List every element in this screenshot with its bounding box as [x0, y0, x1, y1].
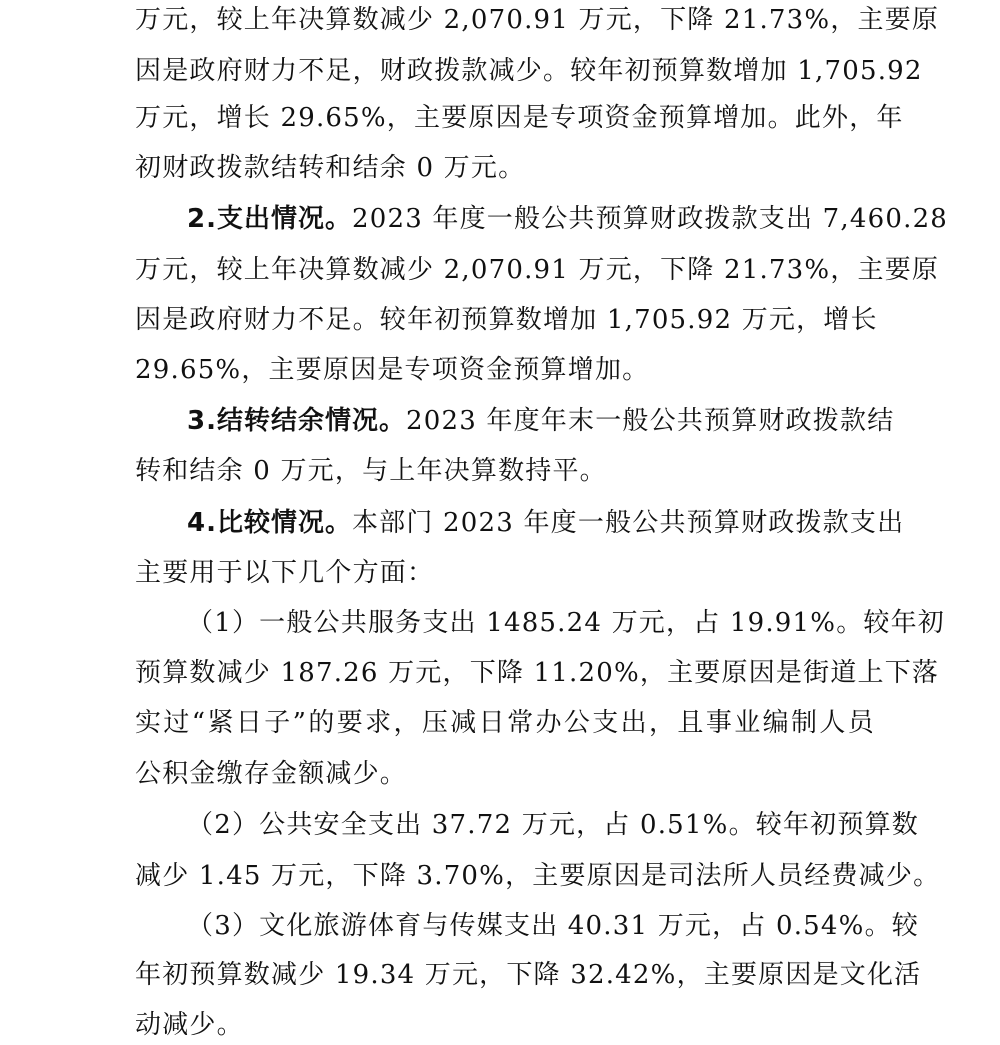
paragraph-line: 29.65%，主要原因是专项资金预算增加。: [135, 355, 650, 385]
list-item-line: （3）文化旅游体育与传媒支出 40.31 万元，占 0.54%。较: [187, 911, 919, 941]
paragraph-line: 万元，较上年决算数减少 2,070.91 万元，下降 21.73%，主要原: [135, 5, 940, 35]
section-text: 2023 年度年末一般公共预算财政拨款结: [405, 406, 895, 436]
section-heading-carryover: 3.结转结余情况。: [187, 406, 406, 436]
paragraph-line: 主要用于以下几个方面：: [135, 558, 435, 588]
paragraph-line: 公积金缴存金额减少。: [135, 759, 408, 789]
list-item-line: （2）公共安全支出 37.72 万元，占 0.51%。较年初预算数: [187, 810, 919, 840]
section-text: 2023 年度一般公共预算财政拨款支出 7,460.28: [351, 204, 949, 234]
paragraph-line: 减少 1.45 万元，下降 3.70%，主要原因是司法所人员经费减少。: [135, 861, 941, 891]
paragraph-line: 实过“紧日子”的要求，压减日常办公支出，且事业编制人员: [135, 708, 875, 738]
section-heading-spending: 2.支出情况。: [187, 204, 352, 234]
paragraph-line: 因是政府财力不足，财政拨款减少。较年初预算数增加 1,705.92: [135, 56, 923, 86]
paragraph-line: 转和结余 0 万元，与上年决算数持平。: [135, 456, 607, 486]
paragraph-line: 因是政府财力不足。较年初预算数增加 1,705.92 万元，增长: [135, 305, 878, 335]
section-line-carryover: [187, 401, 895, 441]
section-line-spending: [187, 199, 949, 239]
paragraph-line: 年初预算数减少 19.34 万元，下降 32.42%，主要原因是文化活: [135, 960, 922, 990]
list-item-line: （1）一般公共服务支出 1485.24 万元，占 19.91%。较年初: [187, 608, 945, 638]
paragraph-line: 动减少。: [135, 1010, 244, 1040]
section-text: 本部门 2023 年度一般公共预算财政拨款支出: [351, 508, 905, 538]
section-heading-comparison: 4.比较情况。: [187, 508, 352, 538]
section-line-comparison: [187, 503, 905, 543]
paragraph-line: 万元，较上年决算数减少 2,070.91 万元，下降 21.73%，主要原: [135, 255, 940, 285]
paragraph-line: 预算数减少 187.26 万元，下降 11.20%，主要原因是街道上下落: [135, 658, 940, 688]
paragraph-line: 初财政拨款结转和结余 0 万元。: [135, 153, 526, 183]
paragraph-line: 万元，增长 29.65%，主要原因是专项资金预算增加。此外，年: [135, 103, 904, 133]
